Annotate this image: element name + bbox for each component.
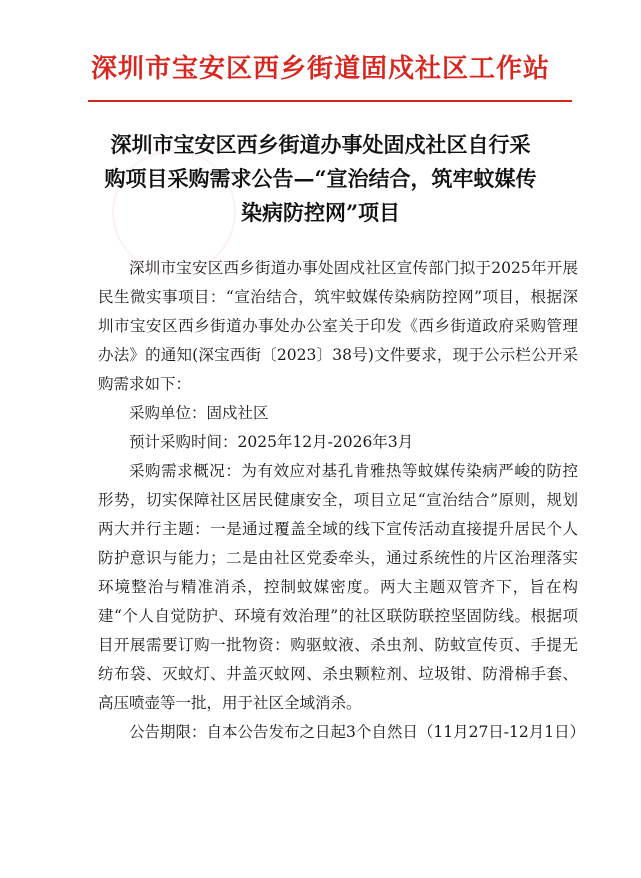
- procurement-overview: 采购需求概况：为有效应对基孔肯雅热等蚊媒传染病严峻的防控形势，切实保障社区居民健康安全，项目立足“宣治结合”原则，规划两大并行主题：一是通过覆盖全域的线下宣传活动直接提升居民个人防护意识与能力；二是由社区党委牵头，通过系统性的片区治理落实环境整治与精准消杀，控制蚊媒密度。两大主题双管齐下，旨在构建“个人自觉防护、环境有效治理”的社区联防联控坚固防线。根据项目开展需要订购一批物资：购驱蚊液、杀虫剂、防蚊宣传页、手提无纺布袋、灭蚊灯、井盖灭蚊网、杀虫颗粒剂、垃圾钳、防滑棉手套、高压喷壶等一批，用于社区全域消杀。: [98, 462, 578, 712]
- procurement-unit: 采购单位：固戍社区: [129, 404, 269, 422]
- letterhead-title: 深圳市宝安区西乡街道固戍社区工作站: [90, 54, 550, 84]
- announcement-title: [0, 128, 641, 230]
- announcement-body: [98, 254, 586, 747]
- title-line-3: 染病防控网”项目: [240, 200, 401, 225]
- announcement-period: 公告期限：自本公告发布之日起3个自然日（11月27日-12月1日）: [129, 723, 586, 741]
- procurement-time: 预计采购时间：2025年12月-2026年3月: [129, 433, 414, 451]
- title-line-2: 购项目采购需求公告—“宣治结合，筑牢蚊媒传: [104, 166, 537, 191]
- letterhead-divider: [88, 100, 572, 102]
- title-line-1: 深圳市宝安区西乡街道办事处固戍社区自行采: [110, 132, 531, 157]
- intro-paragraph: 深圳市宝安区西乡街道办事处固戍社区宣传部门拟于2025年开展民生微实事项目：“宣治结合，筑牢蚊媒传染病防控网”项目，根据深圳市宝安区西乡街道办事处办公室关于印发《西乡街道政府采购管理办法》的通知(深宝西街〔2023〕38号)文件要求，现于公示栏公开采购需求如下：: [98, 259, 578, 393]
